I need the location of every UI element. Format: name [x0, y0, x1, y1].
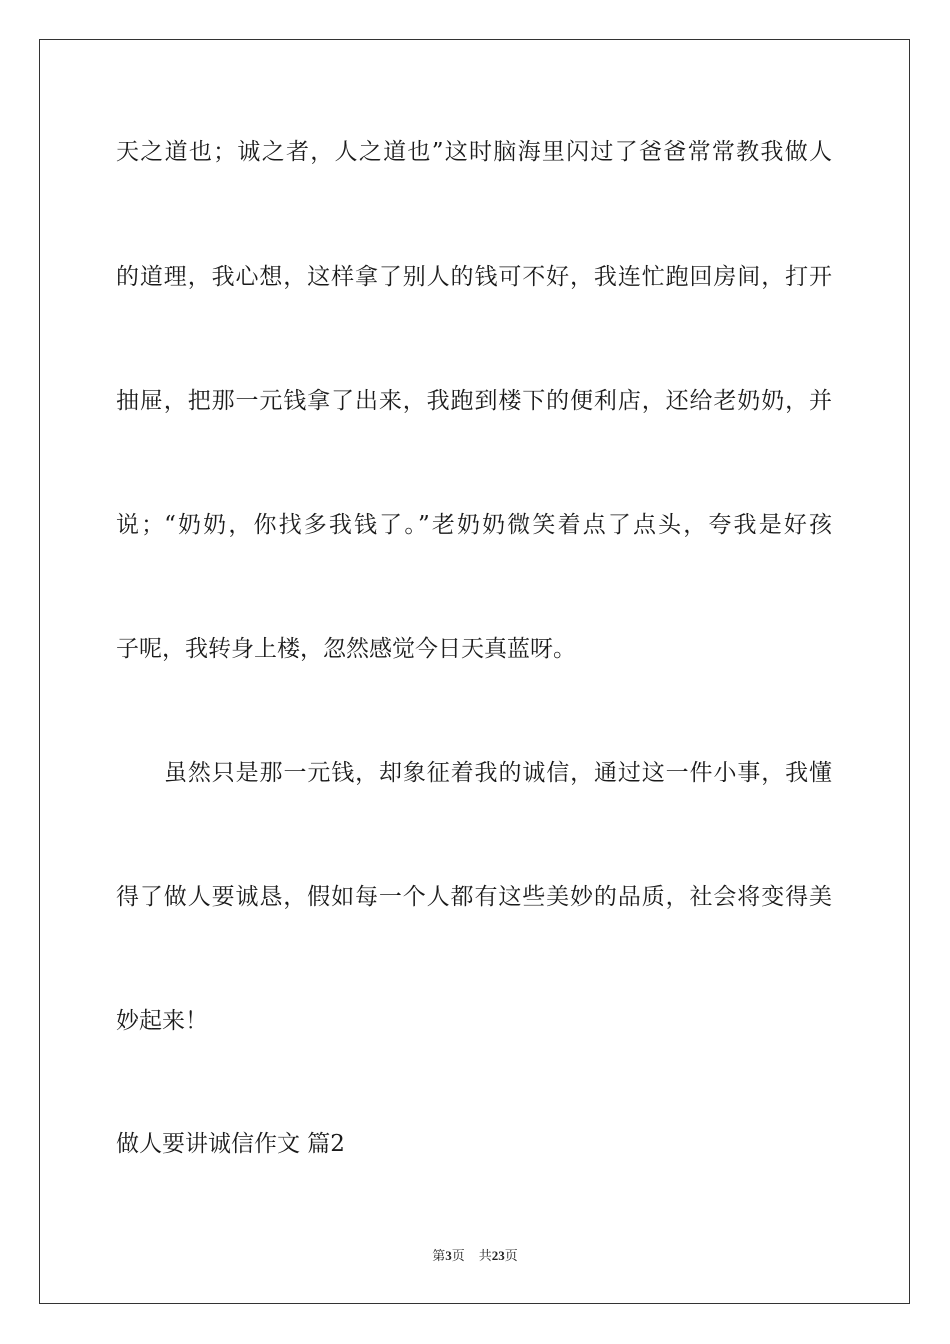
- text-line-5: 子呢，我转身上楼，忽然感觉今日天真蓝呀。: [116, 636, 576, 662]
- page-footer: [0, 1248, 950, 1264]
- footer-total-suffix: 页: [504, 1248, 518, 1263]
- text-line-7: 得了做人要诚恳，假如每一个人都有这些美妙的品质，社会将变得美: [116, 884, 832, 910]
- total-page-count: 23: [491, 1248, 505, 1263]
- text-line-4: 说；“奶奶，你找多我钱了。”老奶奶微笑着点了点头，夸我是好孩: [116, 512, 832, 538]
- footer-page-suffix: 页: [451, 1248, 465, 1263]
- footer-total-prefix: 共: [478, 1248, 492, 1263]
- text-line-2: 的道理，我心想，这样拿了别人的钱可不好，我连忙跑回房间，打开: [116, 264, 832, 290]
- text-line-8: 妙起来！: [116, 1008, 208, 1034]
- text-line-1: 天之道也；诚之者，人之道也”这时脑海里闪过了爸爸常常教我做人: [116, 139, 832, 165]
- page-border: [39, 39, 910, 1304]
- text-line-3: 抽屉，把那一元钱拿了出来，我跑到楼下的便利店，还给老奶奶，并: [116, 388, 832, 414]
- section-heading: 做人要讲诚信作文 篇2: [116, 1131, 345, 1157]
- current-page-number: 3: [445, 1248, 452, 1263]
- footer-prefix: 第: [432, 1248, 446, 1263]
- text-line-6: 虽然只是那一元钱，却象征着我的诚信，通过这一件小事，我懂: [164, 760, 832, 786]
